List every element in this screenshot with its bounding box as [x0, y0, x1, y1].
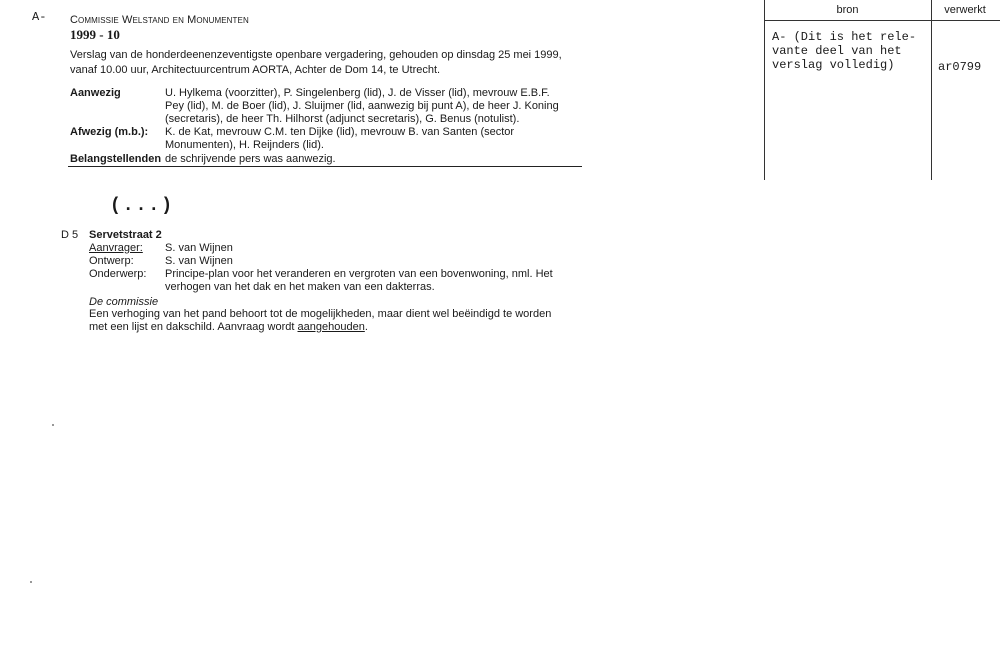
interested-text: de schrijvende pers was aanwezig. [165, 153, 336, 165]
subject-line: verhogen van het dak en het maken van een dakterras. [165, 281, 435, 293]
decision-line: Een verhoging van het pand behoort tot de mogelijkheden, maar dient wel beëindigd te worden [89, 308, 552, 320]
source-note [772, 30, 930, 72]
omission-marker: (...) [110, 196, 175, 216]
commission-decision [89, 308, 579, 334]
table-border-middle [931, 0, 932, 180]
subject-line: Principe-plan voor het veranderen en vergroten van een bovenwoning, nml. Het [165, 268, 553, 280]
commission-heading: De commissie [89, 296, 159, 308]
present-line: (secretaris), de heer Th. Hilhorst (adjunct secretaris), G. Benus (notulist). [165, 113, 520, 125]
absent-list [165, 126, 585, 152]
source-note-line: vante deel van het [772, 44, 902, 58]
design-label: Ontwerp: [89, 255, 134, 267]
absent-label: Afwezig (m.b.): [70, 126, 149, 138]
present-label: Aanwezig [70, 87, 121, 99]
source-note-line: verslag volledig) [772, 58, 895, 72]
table-header-rule [764, 20, 1000, 21]
interested-label: Belangstellenden [70, 153, 162, 165]
subject-value [165, 268, 585, 294]
applicant-label: Aanvrager: [89, 242, 143, 254]
absent-line: K. de Kat, mevrouw C.M. ten Dijke (lid), mevrouw B. van Santen (sector [165, 126, 515, 138]
commission-name: Commissie Welstand en Monumenten [70, 14, 249, 26]
item-title: Servetstraat 2 [89, 229, 162, 241]
intro-line: Verslag van de honderdeenenzeventigste openbare vergadering, gehouden op dinsdag 25 mei 1999, [70, 49, 562, 61]
source-note-line: A- (Dit is het rele- [772, 30, 917, 44]
present-list [165, 87, 585, 126]
decision-outcome: aangehouden [297, 321, 365, 333]
column-header-verwerkt: verwerkt [944, 4, 986, 16]
processed-code: ar0799 [938, 60, 982, 74]
column-header-bron: bron [836, 4, 859, 16]
document-number: 1999 - 10 [70, 27, 120, 42]
scan-speck [52, 424, 54, 426]
absent-line: Monumenten), H. Reijnders (lid). [165, 139, 324, 151]
decision-text: met een lijst en dakschild. Aanvraag wordt [89, 321, 298, 333]
design-value: S. van Wijnen [165, 255, 233, 267]
meeting-intro [70, 48, 590, 78]
scan-speck [30, 581, 32, 583]
intro-line: vanaf 10.00 uur, Architectuurcentrum AORTA, Achter de Dom 14, te Utrecht. [70, 64, 441, 76]
item-code: D 5 [61, 229, 79, 241]
table-border-left [764, 0, 765, 180]
decision-end: . [364, 321, 368, 333]
decision-line [89, 321, 579, 334]
section-divider [68, 166, 582, 167]
present-line: U. Hylkema (voorzitter), P. Singelenberg (lid), J. de Visser (lid), mevrouw E.B.F. [165, 87, 550, 99]
present-line: Pey (lid), M. de Boer (lid), J. Sluijmer (lid, aanwezig bij punt A), de heer J. Koning [165, 100, 559, 112]
applicant-value: S. van Wijnen [165, 242, 233, 254]
margin-label: A- [32, 10, 47, 24]
subject-label: Onderwerp: [89, 268, 147, 280]
